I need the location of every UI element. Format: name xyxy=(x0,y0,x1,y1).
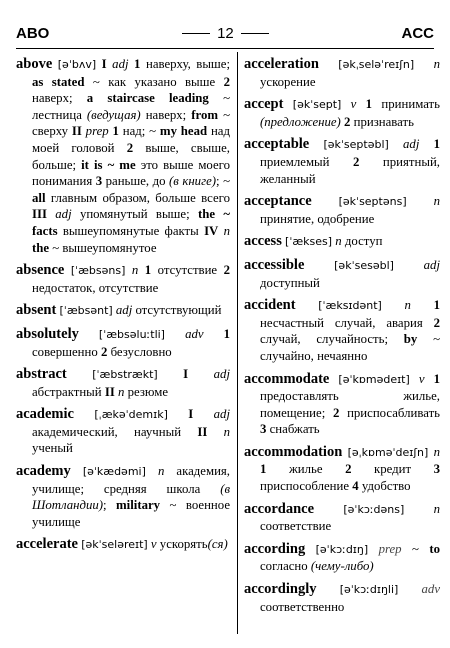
page-number: 12 xyxy=(217,24,234,42)
note-italic: (в книге) xyxy=(169,174,217,189)
phrase: military xyxy=(116,498,161,513)
transcription: [əkˌseləˈreɪʃn] xyxy=(338,58,415,71)
sense-number: II xyxy=(71,124,82,139)
phrase: to xyxy=(429,541,440,556)
headword: academic xyxy=(16,406,74,423)
sense-number: 2 xyxy=(223,74,231,89)
headword: accordance xyxy=(244,500,315,517)
transcription: [əˈkɒmədeɪt] xyxy=(338,372,410,386)
sense-number: I xyxy=(183,367,189,382)
translation-text: ; xyxy=(103,498,107,513)
translation-text: снабжать xyxy=(269,422,320,437)
translation-text: предоставлять жилье, помещение; xyxy=(260,389,440,420)
translation-text: ~ лестница xyxy=(32,91,230,122)
note-italic: (предложение) xyxy=(260,114,341,129)
transcription: [əˈkædəmi] xyxy=(82,465,146,479)
dictionary-entry xyxy=(16,326,230,360)
translation-text: раньше, до xyxy=(105,174,166,189)
part-of-speech: n xyxy=(433,501,441,516)
dictionary-entry xyxy=(244,501,440,535)
sense-number: 1 xyxy=(223,326,231,341)
note-italic: (чему-либо) xyxy=(310,559,374,574)
dictionary-entry xyxy=(16,463,230,530)
sense-number: 3 xyxy=(260,422,267,437)
transcription: [əkˈseptəbl] xyxy=(323,138,389,152)
translation-text: выше, свыше, больше; xyxy=(32,140,230,172)
column-divider xyxy=(237,52,238,634)
page-header xyxy=(16,22,434,44)
phrase: the ~ facts xyxy=(32,207,230,238)
translation-text: ускорять xyxy=(159,537,208,552)
sense-number: 2 xyxy=(223,263,230,278)
part-of-speech: n xyxy=(157,464,165,479)
note-italic: (ся) xyxy=(207,537,228,552)
page-number-dash-left xyxy=(182,33,210,34)
phrase: as stated xyxy=(32,74,85,89)
sense-number: 4 xyxy=(352,479,359,494)
translation-text: абстрактный xyxy=(32,384,102,399)
dictionary-entry xyxy=(244,96,440,130)
translation-text: ~ военное училище xyxy=(32,498,231,529)
part-of-speech: adj xyxy=(213,407,230,422)
phrase: by xyxy=(403,332,418,347)
headword: acceleration xyxy=(244,56,319,72)
phrase: from xyxy=(191,107,219,122)
sense-number: 1 xyxy=(433,371,441,386)
dictionary-entry xyxy=(244,56,440,90)
phrase: my head xyxy=(159,124,208,139)
translation-text: академический, научный xyxy=(32,424,182,439)
transcription: [əˈbʌv] xyxy=(57,58,97,71)
sense-number: III xyxy=(32,207,47,222)
dictionary-entry xyxy=(16,302,230,320)
translation-text: несчастный случай, авария xyxy=(260,315,423,330)
translation-text: соответственно xyxy=(260,599,345,614)
note-italic: (ведущая) xyxy=(86,107,141,122)
headword: absence xyxy=(16,262,65,279)
headword: acceptance xyxy=(244,193,312,210)
translation-text: упомянутый выше; xyxy=(79,207,190,222)
dictionary-entry xyxy=(16,56,230,256)
part-of-speech: adj xyxy=(112,57,129,71)
dictionary-entry xyxy=(244,444,440,495)
translation-text: наверх; xyxy=(32,91,73,106)
right-guide-word: ACC xyxy=(401,24,434,42)
dictionary-entry xyxy=(16,406,230,457)
part-of-speech: v xyxy=(150,537,157,552)
dictionary-entry xyxy=(244,371,440,438)
headword: abstract xyxy=(16,366,67,383)
sense-number: 2 xyxy=(332,405,340,420)
transcription: [əˌkɒməˈdeɪʃn] xyxy=(347,445,429,459)
translation-text: отсутствующий xyxy=(135,303,222,318)
translation-text: наверх; xyxy=(145,107,187,122)
part-of-speech: n xyxy=(433,444,441,459)
sense-number: 3 xyxy=(95,174,103,189)
phrase: a staircase leading xyxy=(86,91,209,106)
headword: accordingly xyxy=(244,581,317,598)
phrase: the xyxy=(32,240,50,255)
translation-text: удобство xyxy=(361,479,411,494)
part-of-speech: n xyxy=(118,384,125,399)
dictionary-entry xyxy=(16,366,230,400)
part-of-speech: adv xyxy=(185,326,204,341)
transcription: [ˌækəˈdemɪk] xyxy=(94,408,168,422)
translation-text: ~ сверху xyxy=(32,107,231,139)
translation-text: признавать xyxy=(353,114,414,129)
translation-text: ускорение xyxy=(260,74,316,89)
dictionary-entry xyxy=(16,536,230,554)
translation-text: наверху, выше; xyxy=(145,57,231,71)
translation-text: вышеупомянутые факты xyxy=(62,223,199,238)
translation-text: над моей головой xyxy=(32,124,230,155)
translation-text: доступ xyxy=(344,234,383,249)
part-of-speech: prep xyxy=(85,124,109,139)
translation-text: приспособление xyxy=(260,479,350,494)
translation-text: кредит xyxy=(374,462,412,477)
part-of-speech: n xyxy=(433,194,440,209)
headword: acceptable xyxy=(244,136,310,153)
sense-number: I xyxy=(101,57,107,71)
sense-number: 1 xyxy=(144,263,152,278)
transcription: [ˈækses] xyxy=(285,235,333,249)
dictionary-entry xyxy=(244,541,440,575)
sense-number: 2 xyxy=(433,315,440,330)
transcription: [əkˈsesəbl] xyxy=(334,258,394,272)
translation-text: ~ как указано выше xyxy=(92,74,216,89)
translation-text: отсутствие xyxy=(157,263,218,278)
translation-text: ученый xyxy=(32,441,73,456)
headword: accessible xyxy=(244,256,305,273)
dictionary-entry xyxy=(244,193,440,227)
left-guide-word: ABO xyxy=(16,24,50,42)
headword: academy xyxy=(16,463,71,480)
sense-number: II xyxy=(104,384,115,399)
translation-text: принятие, одобрение xyxy=(260,211,375,226)
headword: accept xyxy=(244,96,284,113)
sense-number: 2 xyxy=(344,114,351,129)
part-of-speech: adj xyxy=(55,207,72,222)
headword: access xyxy=(244,233,282,250)
transcription: [ˈæksɪdənt] xyxy=(318,299,382,313)
transcription: [ˈæbstrækt] xyxy=(92,368,158,382)
sense-number: 1 xyxy=(433,298,441,313)
translation-text: принимать xyxy=(381,97,440,112)
headword: absolutely xyxy=(16,325,79,342)
translation-text: соответствие xyxy=(260,519,332,534)
part-of-speech: adv xyxy=(421,582,441,597)
dictionary-entry xyxy=(16,262,230,296)
sense-number: 2 xyxy=(100,344,108,359)
transcription: [əˈkɔːdəns] xyxy=(343,502,405,516)
header-rule xyxy=(16,48,434,49)
transcription: [ˈæbsəluːtli] xyxy=(98,327,165,341)
translation-text: ~ xyxy=(411,541,419,556)
transcription: [əkˈseləreɪt] xyxy=(81,538,148,552)
translation-text: безусловно xyxy=(110,344,172,359)
phrase: it is ~ me xyxy=(81,157,136,172)
sense-number: 1 xyxy=(365,97,373,112)
part-of-speech: n xyxy=(335,234,342,249)
transcription: [əkˈsept] xyxy=(292,98,342,112)
sense-number: I xyxy=(188,407,194,422)
dictionary-entry xyxy=(244,257,440,291)
translation-text: ; ~ xyxy=(216,174,230,189)
part-of-speech: adj xyxy=(403,137,420,152)
sense-number: 2 xyxy=(345,462,352,477)
headword: absent xyxy=(16,302,57,319)
transcription: [ˈæbsəns] xyxy=(70,264,126,278)
translation-text: над; ~ xyxy=(122,124,157,139)
sense-number: 2 xyxy=(353,154,360,169)
sense-number: 1 xyxy=(112,124,119,139)
translation-text: согласно xyxy=(260,559,308,574)
sense-number: II xyxy=(197,424,208,439)
sense-number: IV xyxy=(204,223,219,238)
dictionary-entry xyxy=(244,297,440,364)
headword: accelerate xyxy=(16,536,78,553)
translation-text: приспосабливать xyxy=(347,405,440,420)
left-column xyxy=(16,56,230,560)
translation-text: это выше моего понимания xyxy=(32,157,230,189)
translation-text: жилье xyxy=(288,462,323,477)
translation-text: совершенно xyxy=(32,344,98,359)
transcription: [əkˈseptəns] xyxy=(338,195,407,209)
page-number-dash-right xyxy=(241,33,269,34)
phrase: all xyxy=(32,190,46,205)
translation-text: недостаток, отсутствие xyxy=(32,280,159,295)
part-of-speech: adj xyxy=(213,367,230,382)
sense-number: 2 xyxy=(126,140,134,155)
transcription: [əˈkɔːdɪŋli] xyxy=(339,583,399,597)
sense-number: 1 xyxy=(134,57,141,71)
translation-text: ~ случайно, нечаянно xyxy=(260,332,440,363)
part-of-speech: n xyxy=(433,57,441,71)
part-of-speech: prep xyxy=(378,541,402,556)
part-of-speech: n xyxy=(404,298,411,313)
dictionary-entry xyxy=(244,136,440,187)
part-of-speech: adj xyxy=(423,257,441,272)
translation-text: академия, училище; средняя школа xyxy=(32,464,230,496)
note-italic: (в Шотландии) xyxy=(32,481,231,513)
headword: accident xyxy=(244,297,296,314)
transcription: [ˈæbsənt] xyxy=(59,304,113,318)
page-number-block xyxy=(175,25,276,42)
part-of-speech: n xyxy=(223,223,230,238)
part-of-speech: n xyxy=(131,263,139,278)
dictionary-entry xyxy=(244,233,440,251)
part-of-speech: n xyxy=(223,424,231,439)
translation-text: главным образом, больше всего xyxy=(50,190,230,205)
dictionary-entry xyxy=(244,581,440,615)
headword: according xyxy=(244,540,306,557)
sense-number: 1 xyxy=(260,462,267,477)
part-of-speech: adj xyxy=(115,303,133,318)
headword: accommodate xyxy=(244,370,330,387)
headword: accommodation xyxy=(244,443,343,460)
translation-text: приятный, желанный xyxy=(260,154,440,186)
translation-text: случай, случайность; xyxy=(260,332,389,347)
sense-number: 1 xyxy=(433,137,441,152)
translation-text: ~ вышеупомянутое xyxy=(52,240,157,255)
right-column xyxy=(244,56,440,621)
transcription: [əˈkɔːdɪŋ] xyxy=(315,542,369,556)
headword: above xyxy=(16,56,53,72)
part-of-speech: v xyxy=(350,97,357,112)
translation-text: приемлемый xyxy=(260,154,330,169)
sense-number: 3 xyxy=(433,462,441,477)
translation-text: доступный xyxy=(260,275,320,290)
part-of-speech: v xyxy=(418,371,425,386)
translation-text: резюме xyxy=(127,384,169,399)
